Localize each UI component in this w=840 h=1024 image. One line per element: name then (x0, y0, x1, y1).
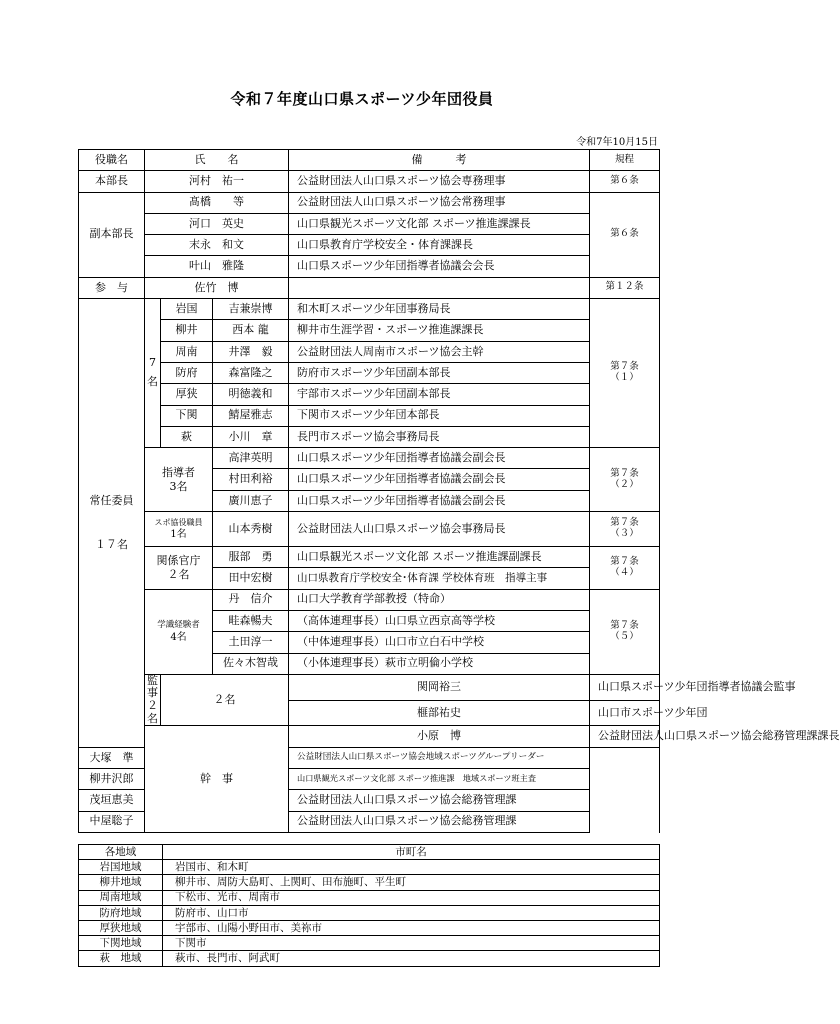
article-cell: 第１２条 (590, 277, 660, 298)
table-row (79, 920, 660, 935)
name-cell: 小川 章 (213, 426, 289, 447)
table-row (79, 890, 660, 905)
name-cell: 森富隆之 (213, 362, 289, 383)
remarks-cell: 柳井市生涯学習・スポーツ推進課課長 (289, 320, 590, 341)
article-text: 第７条 (610, 517, 639, 529)
name-cell: 大塚 準 (79, 747, 145, 768)
regions-table (78, 844, 660, 967)
region-cell: 防府地域 (79, 905, 163, 920)
table-row (79, 384, 660, 405)
remarks-cell: 山口県スポーツ少年団指導者協議会副会長 (289, 469, 590, 490)
remarks-cell (289, 277, 590, 298)
region-cell: 周南地域 (79, 890, 163, 905)
regional-count-unit: 名 (147, 375, 158, 389)
page-title: 令和７年度山口県スポーツ少年団役員 (230, 90, 494, 108)
name-cell: 高津英明 (213, 448, 289, 469)
table-row (79, 589, 660, 610)
name-cell: 佐々木智哉 (213, 653, 289, 674)
header-name: 氏 名 (145, 150, 289, 171)
regional-count-num: 7 (149, 356, 156, 370)
category-cell: ２名 (161, 674, 289, 726)
remarks-cell: 山口県スポーツ少年団指導者協議会副会長 (289, 490, 590, 511)
article-cell: 第６条 (590, 192, 660, 277)
remarks-cell: 山口市スポーツ少年団 (590, 700, 660, 726)
remarks-cell: 宇部市スポーツ少年団副本部長 (289, 384, 590, 405)
table-row (79, 512, 660, 547)
name-cell: 明徳義和 (213, 384, 289, 405)
remarks-cell: 山口県観光スポーツ文化部 スポーツ推進課副課長 (289, 547, 590, 568)
name-cell: 畦森暢夫 (213, 610, 289, 631)
remarks-cell: 公益財団法人山口県スポーツ協会地域スポーツグループリーダー (289, 747, 590, 768)
table-row (79, 547, 660, 568)
remarks-cell: 公益財団法人山口県スポーツ協会総務管理課 (289, 790, 590, 811)
category-label: 学識経験者 (157, 620, 200, 631)
remarks-cell: 公益財団法人山口県スポーツ協会総務管理課課長 (590, 726, 660, 747)
header-region: 各地域 (79, 845, 163, 860)
officers-table (78, 149, 840, 833)
article-cell: 第６条 (590, 171, 660, 192)
regional-count (145, 299, 161, 448)
cities-cell: 岩国市、和木町 (163, 860, 660, 875)
table-row (79, 860, 660, 875)
category-count: 3名 (169, 479, 188, 493)
remarks-cell: 山口県教育庁学校安全・体育課課長 (289, 235, 590, 256)
category-cell (145, 448, 213, 512)
remarks-cell: 山口県スポーツ少年団指導者協議会会長 (289, 256, 590, 277)
table-row (79, 951, 660, 966)
name-cell: 中屋聡子 (79, 811, 145, 832)
role-count: １７名 (95, 537, 128, 551)
region-cell: 厚狭 (161, 384, 213, 405)
header-article: 規程 (590, 150, 660, 171)
remarks-cell: 長門市スポーツ協会事務局長 (289, 426, 590, 447)
article-cell (590, 547, 660, 590)
table-row (79, 213, 660, 234)
role-cell: 幹 事 (145, 726, 289, 832)
table-row (79, 936, 660, 951)
category-cell (145, 589, 213, 674)
table-row (79, 674, 660, 700)
category-cell (145, 547, 213, 590)
article-cell (590, 589, 660, 674)
remarks-cell: （中体連理事長）山口市立白石中学校 (289, 632, 590, 653)
name-cell: 小原 博 (289, 726, 590, 747)
name-cell: 西本 龍 (213, 320, 289, 341)
category-label: 指導者 (162, 465, 195, 479)
article-cell (590, 448, 660, 512)
remarks-cell: 公益財団法人山口県スポーツ協会専務理事 (289, 171, 590, 192)
table-row (79, 320, 660, 341)
cities-cell: 萩市、長門市、阿武町 (163, 951, 660, 966)
region-cell: 下関 (161, 405, 213, 426)
region-cell: 萩 地域 (79, 951, 163, 966)
name-cell: 佐竹 博 (145, 277, 289, 298)
table-row (79, 362, 660, 383)
name-cell: 井澤 毅 (213, 341, 289, 362)
remarks-cell: （高体連理事長）山口県立西京高等学校 (289, 610, 590, 631)
article-num: （４） (610, 566, 639, 578)
name-cell: 柳井沢郎 (79, 768, 145, 789)
article-num: （１） (610, 372, 639, 384)
remarks-cell: （小体連理事長）萩市立明倫小学校 (289, 653, 590, 674)
article-text: 第７条 (610, 555, 639, 567)
remarks-cell: 山口県スポーツ少年団指導者協議会監事 (590, 674, 660, 700)
role-label: 監 事 (147, 673, 169, 700)
remarks-cell: 防府市スポーツ少年団副本部長 (289, 362, 590, 383)
header-role: 役職名 (79, 150, 145, 171)
remarks-cell: 山口県教育庁学校安全･体育課 学校体育班 指導主事 (289, 568, 590, 589)
role-cell-jonin (79, 299, 145, 748)
name-cell: 村田利裕 (213, 469, 289, 490)
remarks-cell: 公益財団法人山口県スポーツ協会常務理事 (289, 192, 590, 213)
header-remarks: 備 考 (289, 150, 590, 171)
name-cell: 鯖屋雅志 (213, 405, 289, 426)
table-row (79, 405, 660, 426)
remarks-cell: 山口県観光スポーツ文化部 スポーツ推進課 地域スポーツ班主査 (289, 768, 590, 789)
article-cell (590, 512, 660, 547)
name-cell: 末永 和文 (145, 235, 289, 256)
table-row (79, 448, 660, 469)
table-row (79, 171, 660, 192)
remarks-cell: 山口県観光スポーツ文化部 スポーツ推進課課長 (289, 213, 590, 234)
table-row (79, 277, 660, 298)
article-num: （５） (610, 630, 639, 642)
name-cell: 丹 信介 (213, 589, 289, 610)
table-header-row (79, 845, 660, 860)
name-cell: 関岡裕三 (289, 674, 590, 700)
name-cell: 髙橋 等 (145, 192, 289, 213)
region-cell: 周南 (161, 341, 213, 362)
article-text: 第７条 (610, 467, 639, 479)
name-cell: 廣川恵子 (213, 490, 289, 511)
name-cell: 山本秀樹 (213, 512, 289, 547)
cities-cell: 下関市 (163, 936, 660, 951)
table-row (79, 235, 660, 256)
role-cell: 本部長 (79, 171, 145, 192)
region-cell: 下関地域 (79, 936, 163, 951)
article-num: （２） (610, 478, 639, 490)
name-cell: 土田淳一 (213, 632, 289, 653)
category-count: 4名 (170, 631, 187, 643)
name-cell: 叶山 雅隆 (145, 256, 289, 277)
category-count: ２名 (167, 567, 190, 581)
name-cell: 田中宏樹 (213, 568, 289, 589)
remarks-cell: 和木町スポーツ少年団事務局長 (289, 299, 590, 320)
cities-cell: 下松市、光市、周南市 (163, 890, 660, 905)
category-label: 関係官庁 (156, 554, 201, 568)
name-cell: 河村 祐一 (145, 171, 289, 192)
table-row (79, 426, 660, 447)
category-cell (145, 512, 213, 547)
remarks-cell: 公益財団法人山口県スポーツ協会総務管理課 (289, 811, 590, 832)
name-cell: 吉兼崇博 (213, 299, 289, 320)
remarks-cell: 山口県スポーツ少年団指導者協議会副会長 (289, 448, 590, 469)
cities-cell: 柳井市、周防大島町、上関町、田布施町、平生町 (163, 875, 660, 890)
category-label: スポ協役職員 (154, 517, 203, 527)
role-count: ２名 (147, 699, 158, 725)
table-row (79, 875, 660, 890)
region-cell: 柳井 (161, 320, 213, 341)
article-text: 第７条 (610, 619, 639, 631)
table-row (79, 905, 660, 920)
region-cell: 萩 (161, 426, 213, 447)
region-cell: 岩国 (161, 299, 213, 320)
table-row (79, 192, 660, 213)
name-cell: 服部 勇 (213, 547, 289, 568)
role-label: 常任委員 (89, 493, 134, 507)
name-cell: 河口 英史 (145, 213, 289, 234)
role-cell: 副本部長 (79, 192, 145, 277)
category-count: 1名 (170, 529, 187, 541)
remarks-cell: 下関市スポーツ少年団本部長 (289, 405, 590, 426)
region-cell: 防府 (161, 362, 213, 383)
document-date: 令和7年10月15日 (576, 137, 658, 148)
header-cities: 市町名 (163, 845, 660, 860)
region-cell: 柳井地域 (79, 875, 163, 890)
table-row (79, 341, 660, 362)
remarks-cell: 公益財団法人周南市スポーツ協会主幹 (289, 341, 590, 362)
article-text: 第７条 (610, 361, 639, 373)
cities-cell: 宇部市、山陽小野田市、美祢市 (163, 920, 660, 935)
name-cell: 榧部祐史 (289, 700, 590, 726)
cities-cell: 防府市、山口市 (163, 905, 660, 920)
remarks-cell: 山口大学教育学部教授（特命） (289, 589, 590, 610)
article-num: （３） (610, 528, 639, 540)
table-row (79, 256, 660, 277)
role-cell (145, 673, 169, 726)
name-cell: 茂垣恵美 (79, 790, 145, 811)
table-header-row (79, 150, 660, 171)
region-cell: 岩国地域 (79, 860, 163, 875)
region-cell: 厚狭地域 (79, 920, 163, 935)
role-cell: 参 与 (79, 277, 145, 298)
table-row (79, 726, 660, 747)
remarks-cell: 公益財団法人山口県スポーツ協会事務局長 (289, 512, 590, 547)
table-row (79, 299, 660, 320)
article-cell (590, 299, 660, 448)
